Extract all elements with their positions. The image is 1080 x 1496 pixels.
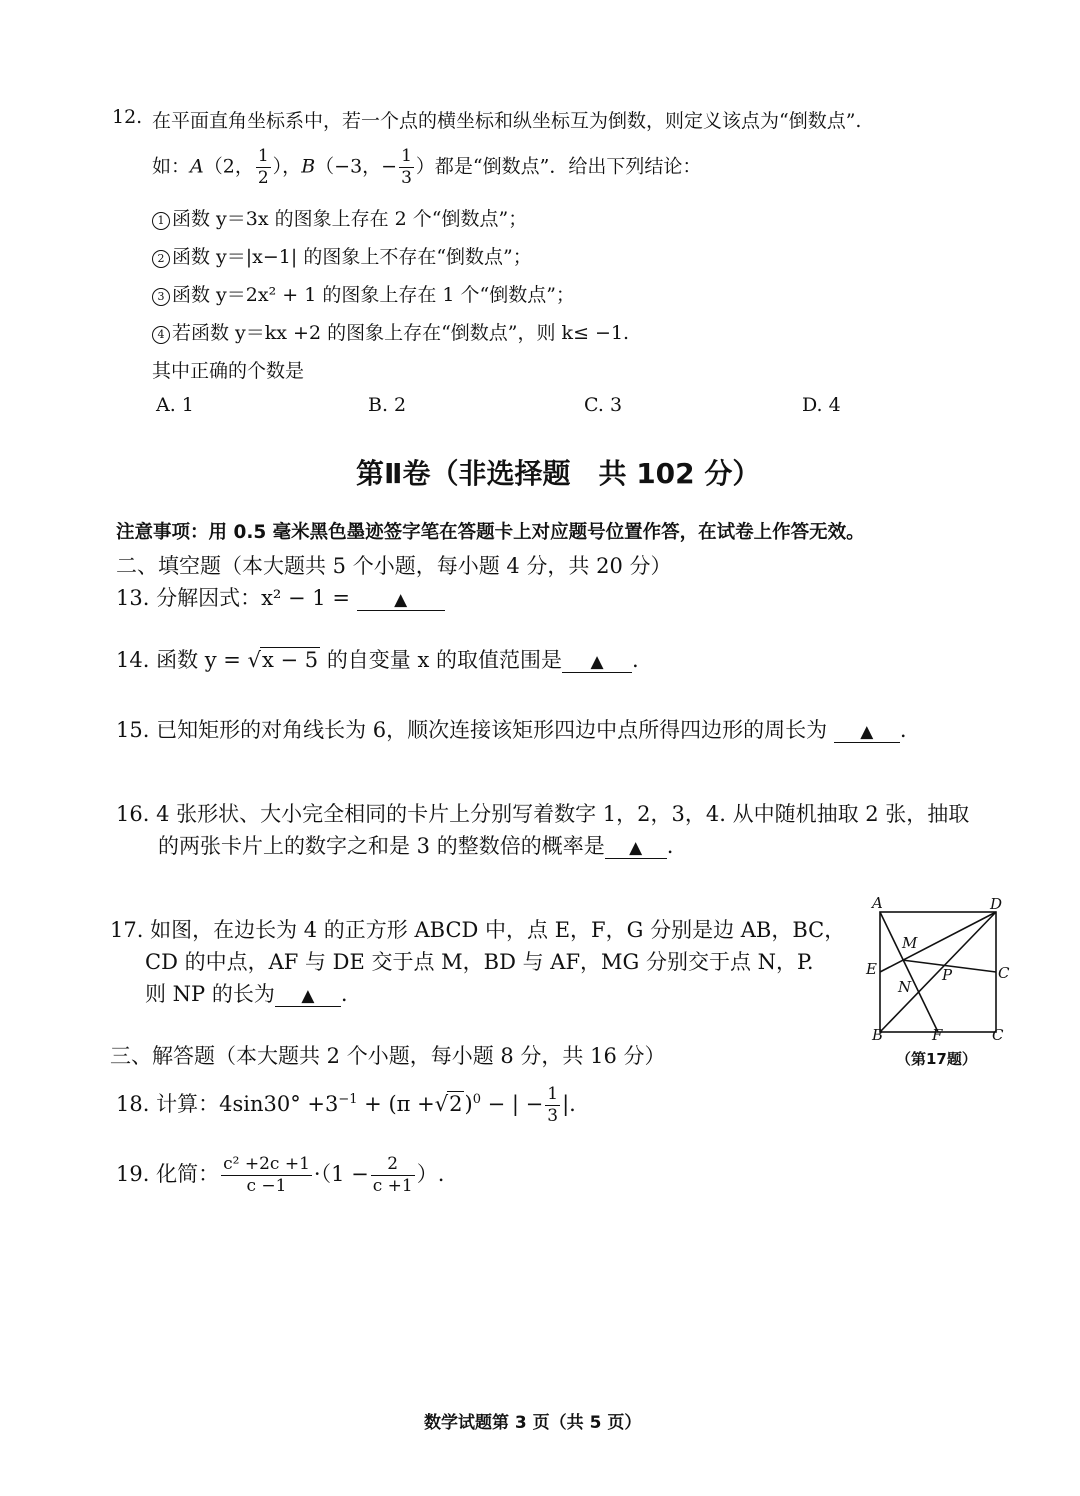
q13-number: 13.	[116, 586, 150, 610]
q12-item-2	[152, 242, 532, 269]
q18: 18. 计算：$4\sin 30^\circ +3^{-1} + (\pi +√2)^0$ − | − $\frac{1}{3}$ |.	[116, 1084, 576, 1126]
frac-numerator: 1	[547, 1084, 559, 1104]
circled-number: 1	[152, 212, 170, 230]
figure-caption: （第17题）	[896, 1050, 977, 1068]
q18-exp2: 0	[472, 1092, 481, 1107]
q19-mid: ·（1 −	[313, 1162, 369, 1186]
q17-end: .	[340, 982, 348, 1006]
segment-af	[880, 912, 938, 1032]
label-p: P	[942, 966, 953, 984]
frac-numerator: 2	[371, 1156, 415, 1176]
q17-text-1: 如图，在边长为 4 的正方形 ABCD 中，点 E，F，G 分别是边 AB，BC，	[150, 918, 846, 942]
label-g: C	[998, 964, 1010, 982]
item-text: 函数 y＝2x² + 1 的图象上存在 1 个“倒数点”；	[172, 284, 575, 306]
q18-number: 18.	[116, 1092, 150, 1116]
q12-stem: 在平面直角坐标系中，若一个点的横坐标和纵坐标互为倒数，则定义该点为“倒数点”.	[152, 110, 862, 132]
q14: 14. 函数 y = √x − 5 的自变量 x 的取值范围是 ▲ .	[116, 648, 639, 672]
q19	[116, 1156, 444, 1195]
option-c: C. 3	[584, 394, 623, 416]
frac-numerator: 1	[257, 146, 269, 166]
label-d: D	[990, 895, 1003, 913]
q19-end: ）.	[416, 1162, 445, 1186]
label-f: F	[932, 1026, 943, 1044]
q14-end: .	[632, 648, 639, 672]
segment-bd	[880, 912, 996, 1032]
label-c: C	[992, 1026, 1004, 1044]
q14-pre: 函数 y =	[156, 648, 241, 672]
option-d: D. 4	[802, 394, 841, 416]
point-a-fraction	[256, 148, 271, 187]
frac-numerator: c² +2c +1	[223, 1154, 310, 1174]
q12-example-prefix: 如：	[152, 155, 191, 178]
q17-line-2: CD 的中点，AF 与 DE 交于点 M，BD 与 AF，MG 分别交于点 N，P.	[145, 950, 814, 974]
q17-text-3: 则 NP 的长为	[145, 982, 275, 1006]
q16-answer-blank	[605, 835, 667, 859]
q14-answer-blank	[562, 649, 632, 673]
q14-post: 的自变量 x 的取值范围是	[326, 648, 563, 672]
q13	[116, 582, 445, 612]
item-text: 函数 y＝3x 的图象上存在 2 个“倒数点”；	[172, 208, 528, 230]
label-b: B	[872, 1026, 884, 1044]
q16-line-2	[158, 830, 673, 860]
point-b-x: （−3，−	[315, 155, 398, 178]
q13-answer-blank	[357, 587, 445, 611]
q15-end: .	[899, 718, 907, 742]
q18-fraction	[545, 1086, 560, 1125]
point-b-fraction	[399, 148, 414, 187]
answer-triangle: ▲	[860, 722, 874, 742]
point-a-x: （2，	[203, 155, 254, 178]
point-b-label: B	[301, 155, 316, 178]
notice: 注意事项：用 0.5 毫米黑色墨迹签字笔在答题卡上对应题号位置作答，在试卷上作答无效。	[116, 522, 865, 543]
q17-number: 17.	[110, 918, 144, 942]
point-a-label: A	[190, 155, 204, 178]
frac-numerator: 1	[401, 146, 412, 166]
frac-denominator: c −1	[246, 1176, 287, 1196]
q16-number: 16.	[116, 802, 150, 826]
answer-triangle: ▲	[394, 590, 408, 610]
q17-answer-blank	[275, 983, 341, 1007]
q12-number: 12.	[112, 106, 143, 128]
q18-exp: −1	[338, 1092, 358, 1107]
q12-ask: 其中正确的个数是	[152, 360, 305, 382]
section-2-title: 第Ⅱ卷（非选择题 共 102 分）	[356, 457, 761, 490]
label-m: M	[902, 934, 918, 952]
q15-number: 15.	[116, 718, 150, 742]
q12-example	[152, 148, 701, 187]
label-n: N	[898, 978, 912, 996]
frac-denominator: 2	[257, 168, 269, 188]
circled-number: 2	[152, 250, 170, 268]
circled-number: 4	[152, 326, 170, 344]
q19-pre: 化简：	[156, 1162, 220, 1186]
q16-text-1: 4 张形状、大小完全相同的卡片上分别写着数字 1，2，3，4. 从中随机抽取 2 张，抽取	[156, 802, 970, 826]
point-a-close: ），	[272, 155, 302, 178]
item-text: 若函数 y＝kx +2 的图象上存在“倒数点”，则 k≤ −1.	[172, 322, 630, 344]
answer-triangle: ▲	[590, 652, 604, 672]
frac-denominator: c +1	[372, 1176, 413, 1196]
q12-item-1	[152, 204, 527, 231]
segment-de	[880, 912, 996, 972]
q17-line-3	[145, 978, 348, 1008]
q13-text: 分解因式：x² − 1 =	[156, 586, 350, 610]
frac-denominator: 3	[401, 168, 412, 188]
q19-fraction-2	[371, 1156, 415, 1195]
label-a: A	[872, 894, 883, 912]
q12-item-4	[152, 318, 629, 345]
q16-text-2: 的两张卡片上的数字之和是 3 的整数倍的概率是	[158, 834, 605, 858]
fill-blank-header: 二、填空题（本大题共 5 个小题，每小题 4 分，共 20 分）	[116, 554, 672, 578]
option-a: A. 1	[156, 394, 194, 416]
label-e: E	[866, 960, 877, 978]
option-b: B. 2	[368, 394, 407, 416]
q19-fraction-1	[221, 1156, 312, 1195]
solve-header: 三、解答题（本大题共 2 个小题，每小题 8 分，共 16 分）	[110, 1044, 666, 1068]
q15	[116, 714, 907, 744]
q18-mid: + (π +	[357, 1092, 435, 1116]
q16-end: .	[666, 834, 674, 858]
frac-denominator: 3	[547, 1106, 559, 1126]
q15-answer-blank	[834, 719, 900, 743]
q17-line-1	[110, 914, 845, 944]
q18-mid2: )	[464, 1092, 473, 1116]
page-footer: 数学试题第 3 页（共 5 页）	[424, 1413, 642, 1433]
q15-text: 已知矩形的对角线长为 6，顺次连接该矩形四边中点所得四边形的周长为	[156, 718, 828, 742]
q16-line-1	[116, 798, 969, 828]
item-text: 函数 y＝|x−1| 的图象上不存在“倒数点”；	[172, 246, 532, 268]
q18-mid3: − | −	[480, 1092, 544, 1116]
q14-number: 14.	[116, 648, 150, 672]
answer-triangle: ▲	[629, 838, 643, 858]
q18-end: |.	[562, 1092, 576, 1116]
answer-triangle: ▲	[301, 986, 315, 1006]
circled-number: 3	[152, 288, 170, 306]
q17-figure	[858, 888, 1018, 1078]
q14-radicand: x − 5	[261, 648, 319, 672]
q18-pre: 计算：4sin30° +3	[156, 1092, 339, 1116]
q12-example-suffix: ）都是“倒数点”．给出下列结论：	[415, 155, 702, 178]
q19-number: 19.	[116, 1162, 150, 1186]
q18-root: 2	[449, 1092, 463, 1116]
q12-item-3	[152, 280, 575, 307]
